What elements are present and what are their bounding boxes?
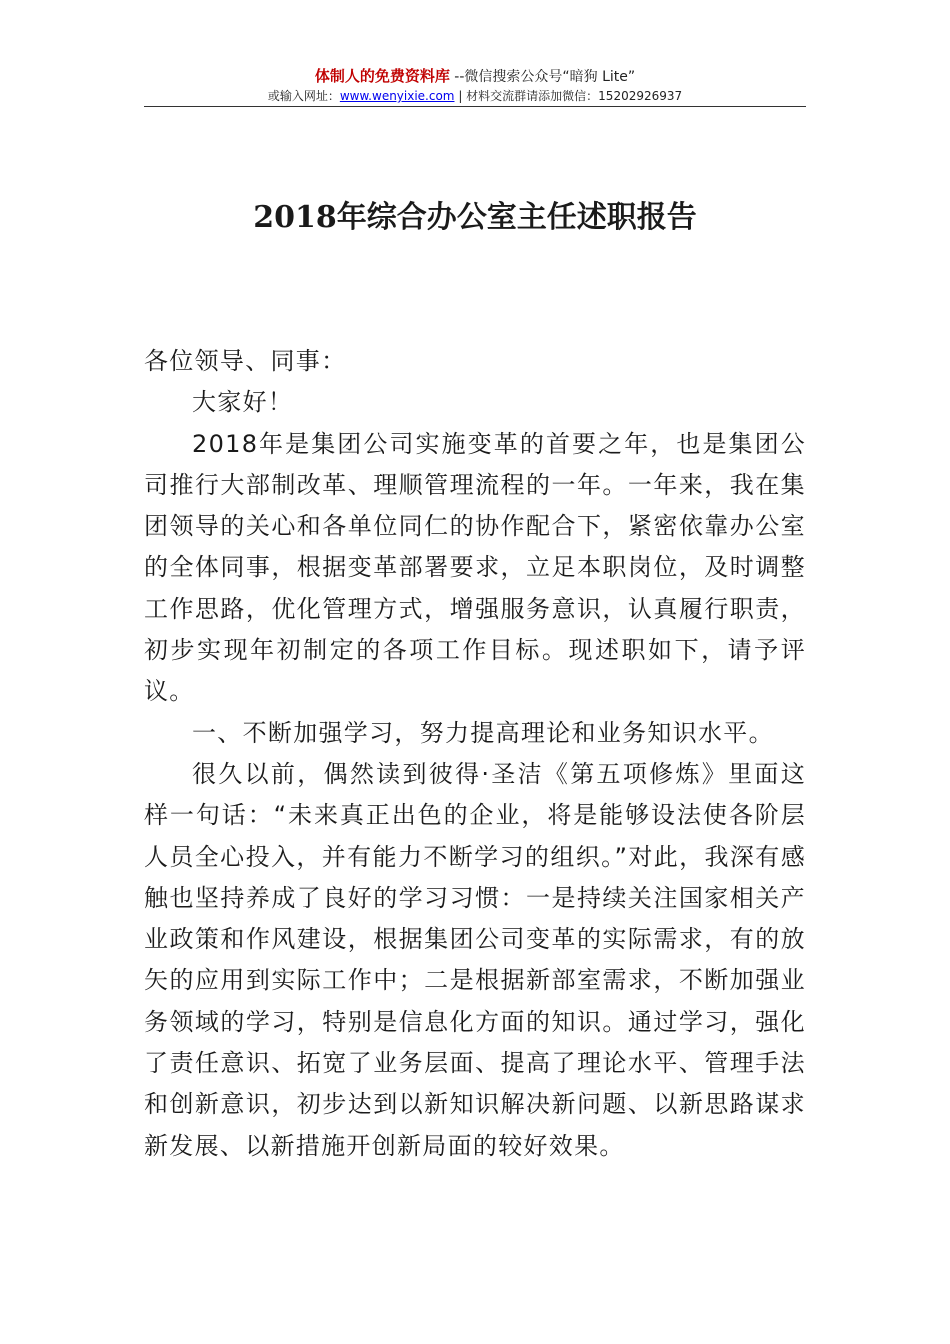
website-prefix: 或输入网址： — [267, 89, 340, 103]
learning-paragraph: 很久以前，偶然读到彼得·圣洁《第五项修炼》里面这样一句话：“未来真正出色的企业，将是能够设法使各阶层人员全心投入，并有能力不断学习的组织。”对此，我深有感触也坚持养成了良好的学习习惯：一是持续关注国家相关产业政策和作风建设，根据集团公司变革的实际需求，有的放矢的应用到实际工作中；二是根据新部室需求，不断加强业务领域的学习，特别是信息化方面的知识。通过学习，强化了责任意识、拓宽了业务层面、提高了理论水平、管理手法和创新意识，初步达到以新知识解决新问题、以新思路谋求新发展、以新措施开创新局面的较好效果。 — [144, 759, 807, 1160]
intro-paragraph: 2018年是集团公司实施变革的首要之年，也是集团公司推行大部制改革、理顺管理流程的一年。一年来，我在集团领导的关心和各单位同仁的协作配合下，紧密依靠办公室的全体同事，根据变革部署要求，立足本职岗位，及时调整工作思路，优化管理方式，增强服务意识，认真履行职责，初步实现年初制定的各项工作目标。现述职如下，请予评议。 — [144, 429, 806, 706]
document-body — [144, 341, 806, 1167]
section-heading-1: 一、不断加强学习，努力提高理论和业务知识水平。 — [192, 718, 774, 747]
website-link[interactable]: www.wenyixie.com — [339, 89, 455, 103]
header-line-1 — [144, 66, 806, 87]
page-header — [144, 66, 806, 105]
brand-name: 体制人的免费资料库 — [314, 67, 450, 85]
brand-subtitle: --微信搜索公众号“暗狗 Lite” — [449, 69, 636, 85]
document-title: 2018年综合办公室主任述职报告 — [253, 200, 697, 235]
greeting-paragraph: 大家好！ — [192, 388, 294, 417]
wechat-info: | 材料交流群请添加微信：15202926937 — [454, 89, 683, 103]
header-line-2 — [144, 87, 806, 105]
salutation: 各位领导、同事： — [144, 347, 347, 375]
header-divider — [144, 106, 806, 107]
